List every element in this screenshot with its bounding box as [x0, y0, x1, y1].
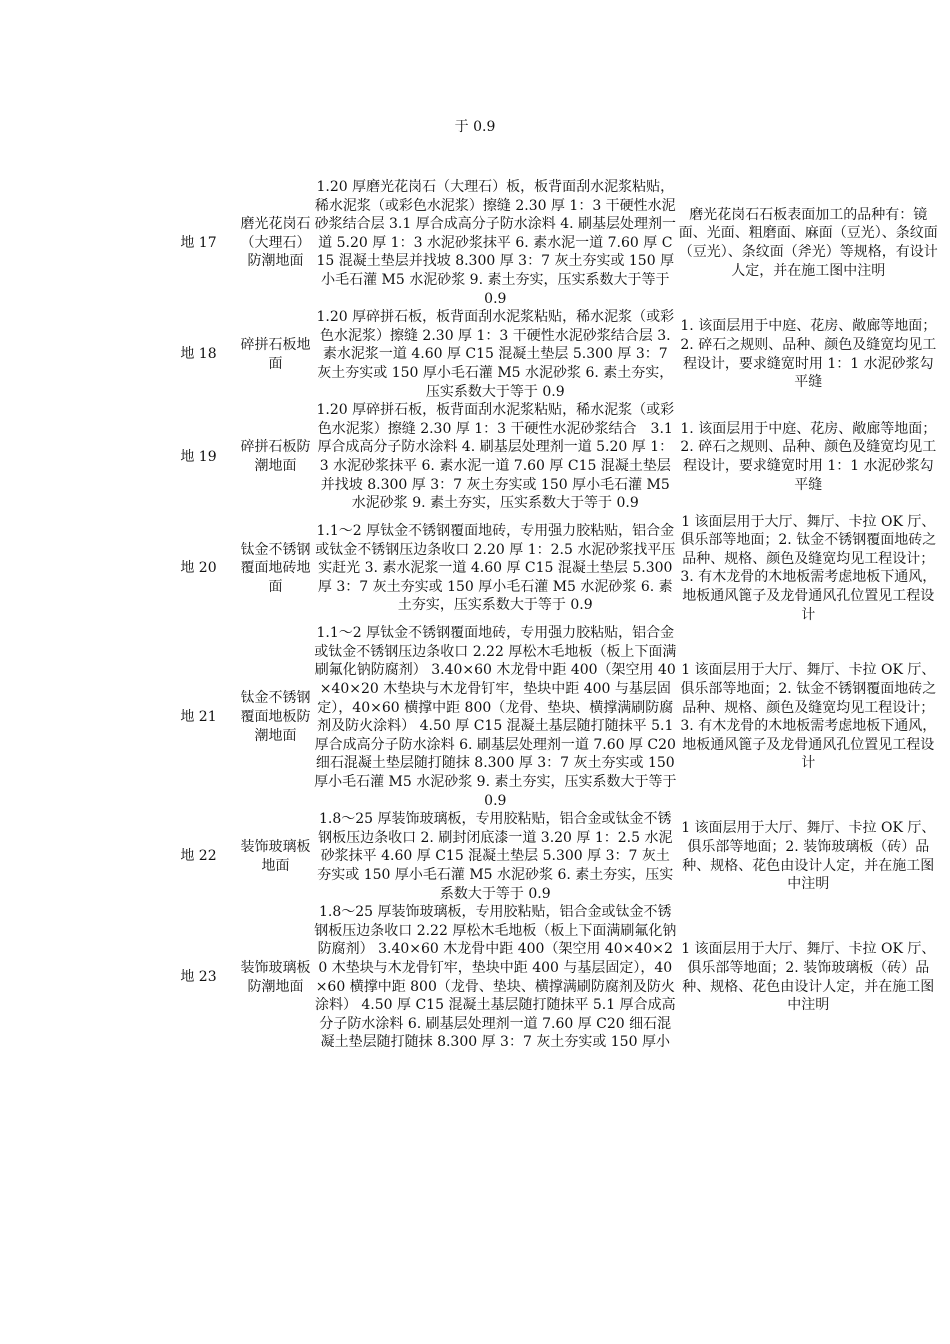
table-row: [160, 903, 940, 1052]
floor-spec-table: [160, 178, 940, 1052]
row-construction: 1.1～2 厚钛金不锈钢覆面地砖，专用强力胶粘贴，铝合金或钛金不锈钢压边条收口 2.22 厚松木毛地板（板上下面满刷氟化钠防腐剂） 3.40×60 木龙骨中距 400（架空用 40×40×20 木垫块与木龙骨钉牢，垫块中距 400 与基层固定），40×60 横撑中距 800（龙骨、垫块、横撑满刷防腐剂及防火涂料） 4.50 厚 C15 混凝土基层随打随抹平 5.1 厚合成高分子防水涂料 6. 刷基层处理剂一道 7.60 厚 C20 细石混凝土垫层随打随抹 8.300 厚 3：7 灰土夯实或 150 厚小毛石灌 M5 水泥砂浆 9. 素土夯实，压实系数大于等于 0.9: [314, 625, 677, 809]
row-construction: 1.20 厚碎拼石板，板背面刮水泥浆粘贴，稀水泥浆（或彩色水泥浆）擦缝 2.30 厚 1：3 干硬性水泥砂浆结合层 3. 素水泥浆一道 4.60 厚 C15 混凝土垫层 5.300 厚 3：7 灰土夯实或 150 厚小毛石灌 M5 水泥砂浆 6. 素土夯实，压实系数大于等于 0.9: [316, 309, 675, 400]
row-code: 地 23: [180, 969, 217, 986]
table-row: [160, 178, 940, 308]
row-notes: 1. 该面层用于中庭、花房、敞廊等地面；2. 碎石之规则、品种、颜色及缝宽均见工程设计，要求缝宽时用 1：1 水泥砂浆勾平缝: [680, 420, 937, 493]
row-notes: 1. 该面层用于中庭、花房、敞廊等地面；2. 碎石之规则、品种、颜色及缝宽均见工程设计，要求缝宽时用 1：1 水泥砂浆勾平缝: [680, 318, 937, 391]
row-name: 钛金不锈钢覆面地砖地面: [240, 541, 311, 595]
row-name: 碎拼石板地面: [240, 337, 311, 372]
row-code: 地 21: [180, 708, 217, 725]
table-row: [160, 810, 940, 903]
row-construction: 1.8～25 厚装饰玻璃板，专用胶粘贴，铝合金或钛金不锈钢板压边条收口 2. 刷封闭底漆一道 3.20 厚 1：2.5 水泥砂浆抹平 4.60 厚 C15 混凝土垫层 5.300 厚 3：7 灰土夯实或 150 厚小毛石灌 M5 水泥砂浆 6. 素土夯实，压实系数大于等于 0.9: [317, 811, 674, 902]
carryover-text: 于 0.9: [454, 119, 496, 135]
row-notes: 1 该面层用于大厅、舞厅、卡拉 OK 厅、俱乐部等地面；2. 钛金不锈钢覆面地砖之品种、规格、颜色及缝宽均见工程设计；3. 有木龙骨的木地板需考虑地板下通风，地板通风篦子及龙骨通风孔位置见工程设计: [680, 662, 937, 772]
row-name: 装饰玻璃板地面: [240, 839, 311, 874]
row-construction: 1.20 厚碎拼石板，板背面刮水泥浆粘贴，稀水泥浆（或彩色水泥浆）擦缝 2.30 厚 1：3 干硬性水泥砂浆结合 3.1 厚合成高分子防水涂料 4. 刷基层处理剂一道 5.20 厚 1：3 水泥砂浆抹平 6. 素水泥一道 7.60 厚 C15 混凝土垫层并找坡 8.300 厚 3：7 灰土夯实或 150 厚小毛石灌 M5 水泥砂浆 9. 素土夯实，压实系数大于等于 0.9: [316, 402, 675, 512]
row-name: 碎拼石板防潮地面: [240, 439, 311, 474]
row-notes: 磨光花岗石石板表面加工的品种有：镜面、光面、粗磨面、麻面（豆光）、条纹面（豆光）、条纹面（斧光）等规格，有设计人定，并在施工图中注明: [678, 206, 938, 279]
row-notes: 1 该面层用于大厅、舞厅、卡拉 OK 厅、俱乐部等地面；2. 装饰玻璃板（砖）品种、规格、花色由设计人定，并在施工图中注明: [681, 820, 936, 893]
row-code: 地 19: [180, 448, 217, 465]
row-name: 钛金不锈钢覆面地板防潮地面: [240, 690, 311, 744]
table-row: [160, 308, 940, 401]
row-code: 地 17: [180, 234, 217, 251]
table-row: [160, 401, 940, 513]
row-code: 地 22: [180, 848, 217, 865]
row-code: 地 20: [180, 560, 217, 577]
row-notes: 1 该面层用于大厅、舞厅、卡拉 OK 厅、俱乐部等地面；2. 钛金不锈钢覆面地砖之品种、规格、颜色及缝宽均见工程设计；3. 有木龙骨的木地板需考虑地板下通风，地板通风篦子及龙骨通风孔位置见工程设计: [680, 513, 937, 623]
table-row: [160, 513, 940, 625]
row-notes: 1 该面层用于大厅、舞厅、卡拉 OK 厅、俱乐部等地面；2. 装饰玻璃板（砖）品种、规格、花色由设计人定，并在施工图中注明: [681, 941, 936, 1014]
row-construction: 1.20 厚磨光花岗石（大理石）板，板背面刮水泥浆粘贴，稀水泥浆（或彩色水泥浆）擦缝 2.30 厚 1：3 干硬性水泥砂浆结合层 3.1 厚合成高分子防水涂料 4. 刷基层处理剂一道 5.20 厚 1：3 水泥砂浆抹平 6. 素水泥一道 7.60 厚 C15 混凝土垫层并找坡 8.300 厚 3：7 灰土夯实或 150 厚小毛石灌 M5 水泥砂浆 9. 素土夯实，压实系数大于等于 0.9: [314, 179, 676, 307]
row-construction: 1.1～2 厚钛金不锈钢覆面地砖，专用强力胶粘贴，铝合金或钛金不锈钢压边条收口 2.20 厚 1：2.5 水泥砂浆找平压实赶光 3. 素水泥浆一道 4.60 厚 C15 混凝土垫层 5.300 厚 3：7 灰土夯实或 150 厚小毛石灌 M5 水泥砂浆 6. 素土夯实，压实系数大于等于 0.9: [315, 522, 676, 614]
row-name: 磨光花岗石（大理石）防潮地面: [240, 216, 311, 270]
row-name: 装饰玻璃板防潮地面: [240, 959, 311, 995]
row-construction: 1.8～25 厚装饰玻璃板，专用胶粘贴，铝合金或钛金不锈钢板压边条收口 2.22 厚松木毛地板（板上下面满刷氟化钠防腐剂） 3.40×60 木龙骨中距 400（架空用 40×40×20 木垫块与木龙骨钉牢，垫块中距 400 与基层固定），40×60 横撑中距 800（龙骨、垫块、横撑满刷防腐剂及防火涂料） 4.50 厚 C15 混凝土基层随打随抹平 5.1 厚合成高分子防水涂料 6. 刷基层处理剂一道 7.60 厚 C20 细石混凝土垫层随打随抹 8.300 厚 3：7 灰土夯实或 150 厚小: [314, 904, 677, 1051]
table-row: [160, 624, 940, 810]
row-code: 地 18: [180, 346, 217, 363]
